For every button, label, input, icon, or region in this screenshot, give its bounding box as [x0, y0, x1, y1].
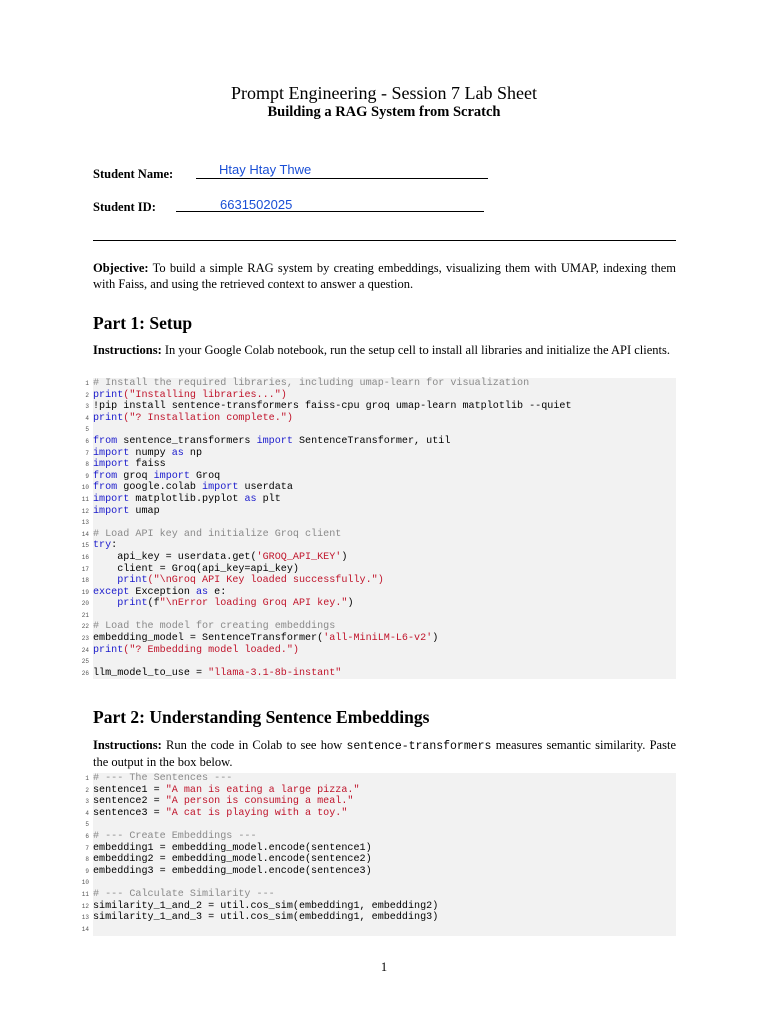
line-number: 2 [85, 786, 89, 794]
part1-code-line [81, 540, 676, 552]
line-number: 23 [81, 635, 89, 643]
line-number: 6 [85, 437, 89, 445]
part1-code-line [81, 551, 676, 564]
code-text: # Load API key and initialize Groq client [93, 528, 342, 540]
part2-code-line [81, 877, 676, 889]
part1-code-line [81, 644, 676, 657]
line-number: 2 [85, 391, 89, 399]
code-text: print(f"\nError loading Groq API key.") [117, 598, 354, 610]
code-text: sentence3 = "A cat is playing with a toy." [93, 807, 348, 819]
part1-code-line [85, 470, 676, 483]
part1-heading: Part 1: Setup [93, 313, 193, 333]
code-text: print("? Installation complete.") [93, 412, 293, 424]
code-text: embedding2 = embedding_model.encode(sentence2) [93, 854, 372, 866]
line-number: 16 [81, 553, 89, 561]
code-text: # --- Calculate Similarity --- [93, 888, 275, 900]
part1-code-line [85, 424, 676, 436]
part1-code-line [85, 447, 676, 460]
line-number: 17 [81, 565, 89, 573]
part1-instructions-text: In your Google Colab notebook, run the setup cell to install all libraries and initialize the API clients. [161, 343, 670, 357]
header-divider [93, 240, 676, 241]
part2-instructions-label: Instructions: [93, 738, 162, 752]
line-number: 5 [85, 426, 89, 434]
code-text: !pip install sentence-transformers faiss-cpu groq umap-learn matplotlib --quiet [93, 401, 572, 413]
part1-code-line [85, 389, 676, 402]
line-number: 10 [81, 879, 89, 887]
student-id-value[interactable]: 6631502025 [220, 197, 293, 212]
line-number: 18 [81, 577, 89, 585]
part1-code-line [81, 493, 676, 506]
code-text: sentence1 = "A man is eating a large pizza." [93, 784, 360, 796]
part2-code-line [85, 854, 676, 866]
page-number: 1 [380, 960, 388, 974]
part1-code-line [81, 586, 676, 599]
part2-heading: Part 2: Understanding Sentence Embeddings [93, 707, 430, 727]
code-text: similarity_1_and_3 = util.cos_sim(embedding1, embedding3) [93, 912, 439, 924]
part1-code-line [85, 378, 676, 390]
part1-code-line [81, 528, 676, 541]
line-number: 4 [85, 414, 89, 422]
part1-instructions [93, 343, 676, 359]
part2-code-line [85, 819, 676, 831]
part1-code-line [85, 412, 676, 425]
part1-code-line [81, 575, 676, 587]
line-number: 22 [81, 623, 89, 631]
part1-code-line [81, 610, 676, 622]
line-number: 3 [85, 798, 89, 806]
line-number: 20 [81, 600, 89, 608]
line-number: 1 [85, 380, 89, 387]
part2-instructions-text-2: measures semantic similarity. Paste the output in the box below. [93, 738, 676, 769]
part1-code-line [81, 656, 676, 668]
code-text: embedding3 = embedding_model.encode(sentence3) [93, 865, 372, 877]
part2-code-line [85, 830, 676, 843]
line-number: 24 [81, 646, 89, 654]
code-text: import umap [93, 505, 160, 517]
line-number: 25 [81, 658, 89, 666]
part1-code-line [85, 435, 676, 448]
part2-code-line [85, 807, 676, 820]
part2-code-line [85, 784, 676, 797]
line-number: 7 [85, 844, 89, 852]
line-number: 11 [81, 495, 89, 503]
code-text: # --- The Sentences --- [93, 773, 233, 784]
line-number: 12 [81, 507, 89, 515]
line-number: 14 [81, 530, 89, 538]
code-text: client = Groq(api_key=api_key) [93, 563, 299, 575]
part1-code-line [81, 633, 676, 645]
code-text: print("\nGroq API Key loaded successfully.") [117, 575, 384, 587]
part2-instructions-code: sentence-transformers [346, 740, 492, 753]
code-text: # --- Create Embeddings --- [93, 830, 257, 842]
line-number: 1 [85, 775, 89, 782]
student-id-label: Student ID: [93, 200, 156, 214]
code-text: from groq import Groq [93, 470, 221, 482]
part2-code-line [81, 912, 676, 924]
code-text: llm_model_to_use = "llama-3.1-8b-instant" [93, 667, 342, 679]
document-title: Prompt Engineering - Session 7 Lab Sheet [231, 83, 537, 103]
part2-code-block [81, 773, 676, 936]
code-text: try: [93, 540, 118, 552]
line-number: 8 [85, 856, 89, 864]
code-text: # Install the required libraries, including umap-learn for visualization [93, 378, 530, 389]
part1-code-line [85, 401, 676, 413]
line-number: 4 [85, 809, 89, 817]
part1-code-line [81, 621, 676, 633]
part1-code-block [81, 378, 676, 679]
line-number: 19 [81, 588, 89, 596]
code-text: embedding1 = embedding_model.encode(sentence1) [93, 842, 372, 854]
part2-instructions-text-1: Run the code in Colab to see how [161, 738, 347, 752]
code-text: # Load the model for creating embeddings [93, 621, 336, 633]
code-text: similarity_1_and_2 = util.cos_sim(embedding1, embedding2) [93, 900, 439, 912]
line-number: 12 [81, 902, 89, 910]
part2-code-line [81, 900, 676, 913]
line-number: 26 [81, 669, 89, 677]
part2-code-line [81, 924, 676, 936]
student-name-label: Student Name: [93, 167, 174, 181]
part2-code-line [81, 888, 676, 901]
part2-instructions [93, 738, 676, 770]
line-number: 21 [81, 611, 89, 619]
part1-code-line [81, 505, 676, 518]
part2-code-line [85, 865, 676, 878]
line-number: 6 [85, 832, 89, 840]
code-text: embedding_model = SentenceTransformer('all-MiniLM-L6-v2') [93, 633, 439, 645]
line-number: 3 [85, 403, 89, 411]
line-number: 15 [81, 542, 89, 550]
line-number: 9 [85, 472, 89, 480]
part1-code-line [81, 563, 676, 576]
code-text: print("Installing libraries...") [93, 389, 287, 401]
code-text: from google.colab import userdata [93, 482, 293, 494]
code-text: from sentence_transformers import SentenceTransformer, util [93, 435, 451, 447]
objective-label: Objective: [93, 261, 149, 275]
part1-code-line [81, 482, 676, 494]
part1-code-line [81, 667, 676, 680]
line-number: 13 [81, 914, 89, 922]
line-number: 9 [85, 867, 89, 875]
student-name-value[interactable]: Htay Htay Thwe [219, 162, 312, 177]
part1-instructions-label: Instructions: [93, 343, 162, 357]
student-name-line [196, 178, 488, 179]
line-number: 14 [81, 925, 89, 933]
line-number: 13 [81, 519, 89, 527]
part2-code-line [85, 773, 676, 785]
code-text: api_key = userdata.get('GROQ_API_KEY') [93, 551, 348, 563]
part1-code-line [85, 459, 676, 471]
line-number: 7 [85, 449, 89, 457]
objective-paragraph [93, 261, 676, 292]
code-text: sentence2 = "A person is consuming a meal." [93, 796, 354, 808]
code-text: import numpy as np [93, 447, 203, 459]
code-text: import matplotlib.pyplot as plt [93, 493, 281, 505]
line-number: 11 [81, 890, 89, 898]
line-number: 5 [85, 821, 89, 829]
objective-text: To build a simple RAG system by creating embeddings, visualizing them with UMAP, indexing them with Faiss, and using the retrieved context to answer a question. [93, 261, 676, 291]
document-subtitle: Building a RAG System from Scratch [267, 104, 501, 120]
part2-code-line [85, 796, 676, 808]
part1-code-line [81, 517, 676, 529]
line-number: 8 [85, 461, 89, 469]
part1-code-line [81, 598, 676, 610]
line-number: 10 [81, 484, 89, 492]
code-text: except Exception as e: [93, 586, 227, 598]
code-text: print("? Embedding model loaded.") [93, 644, 299, 656]
part2-code-line [85, 842, 676, 855]
code-text: import faiss [93, 459, 166, 471]
